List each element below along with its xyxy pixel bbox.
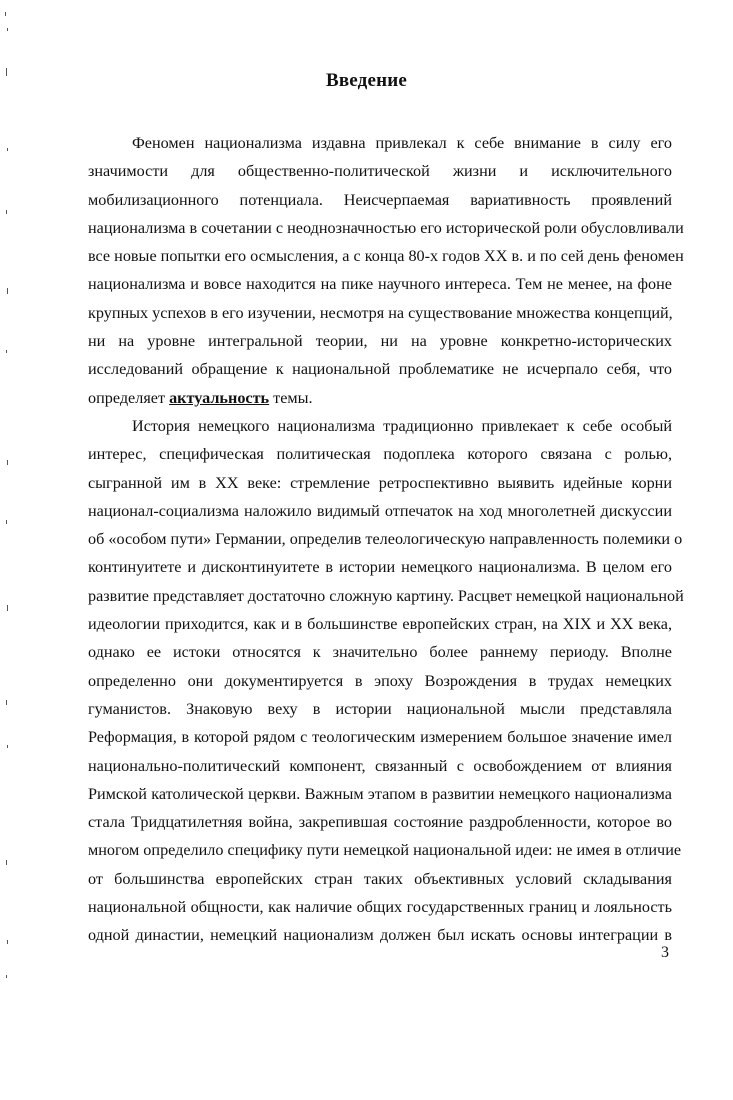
scan-margin-marks (0, 0, 20, 1100)
text-fragment: темы. (269, 388, 313, 407)
text-line: исследований обращение к национальной проблематике не исчерпало себя, что (88, 360, 672, 379)
text-line: национализма и вовсе находится на пике научного интереса. Тем не менее, на фоне (88, 275, 672, 294)
text-line: от большинства европейских стран таких объективных условий складывания (88, 869, 672, 888)
text-line: определенно они документируется в эпоху Возрождения в трудах немецких (88, 671, 672, 690)
text-line: многом определило специфику пути немецкой национальной идеи: не имея в отличие (88, 841, 682, 860)
text-line: История немецкого национализма традиционно привлекает к себе особый (132, 416, 672, 435)
text-line: крупных успехов в его изучении, несмотря на существование множества концепций, (88, 303, 673, 322)
text-line: национальной общности, как наличие общих государственных границ и лояльность (88, 898, 672, 917)
text-line: ни на уровне интегральной теории, ни на уровне конкретно-исторических (88, 332, 672, 351)
page-number: 3 (661, 944, 669, 961)
text-line: значимости для общественно-политической жизни и исключительного (88, 162, 672, 181)
text-line-last (88, 384, 672, 412)
text-line: однако ее истоки относятся к значительно более раннему периоду. Вполне (88, 643, 672, 662)
body-text (88, 129, 684, 950)
emphasis-term: актуальность (169, 388, 270, 407)
text-line: национализма в сочетании с неоднозначностью его исторической роли обусловливали (88, 218, 684, 237)
text-line: об «особом пути» Германии, определив телеологическую направленность полемики о (88, 530, 683, 549)
text-line: континуитете и дисконтинуитете в истории немецкого национализма. В целом его (88, 558, 672, 577)
text-line: Римской католической церкви. Важным этапом в развитии немецкого национализма (88, 784, 672, 803)
text-line: интерес, специфическая политическая подоплека которого связана с ролью, (88, 445, 672, 464)
text-fragment: определяет (88, 388, 170, 407)
text-line: Реформация, в которой рядом с теологическим измерением большое значение имел (88, 728, 672, 747)
text-line: Феномен национализма издавна привлекал к себе внимание в силу его (132, 134, 672, 152)
text-line: одной династии, немецкий национализм должен был искать основы интеграции в (88, 926, 672, 945)
text-line: стала Тридцатилетняя война, закрепившая состояние раздробленности, которое во (88, 813, 672, 832)
text-line: идеологии приходится, как и в большинстве европейских стран, на XIX и XX века, (88, 615, 672, 634)
text-line: гуманистов. Знаковую веху в истории национальной мысли представляла (88, 699, 672, 718)
text-line: национал-социализма наложило видимый отпечаток на ход многолетней дискуссии (88, 501, 672, 520)
text-line: развитие представляет достаточно сложную картину. Расцвет немецкой национальной (88, 586, 684, 605)
text-line: мобилизационного потенциала. Неисчерпаемая вариативность проявлений (88, 190, 672, 209)
page-title: Введение (325, 70, 408, 91)
text-line: сыгранной им в XX веке: стремление ретроспективно выявить идейные корни (88, 473, 672, 492)
text-line: все новые попытки его осмысления, а с конца 80-х годов XX в. и по сей день феномен (88, 247, 684, 266)
text-line: национально-политический компонент, связанный с освобождением от влияния (88, 756, 672, 775)
